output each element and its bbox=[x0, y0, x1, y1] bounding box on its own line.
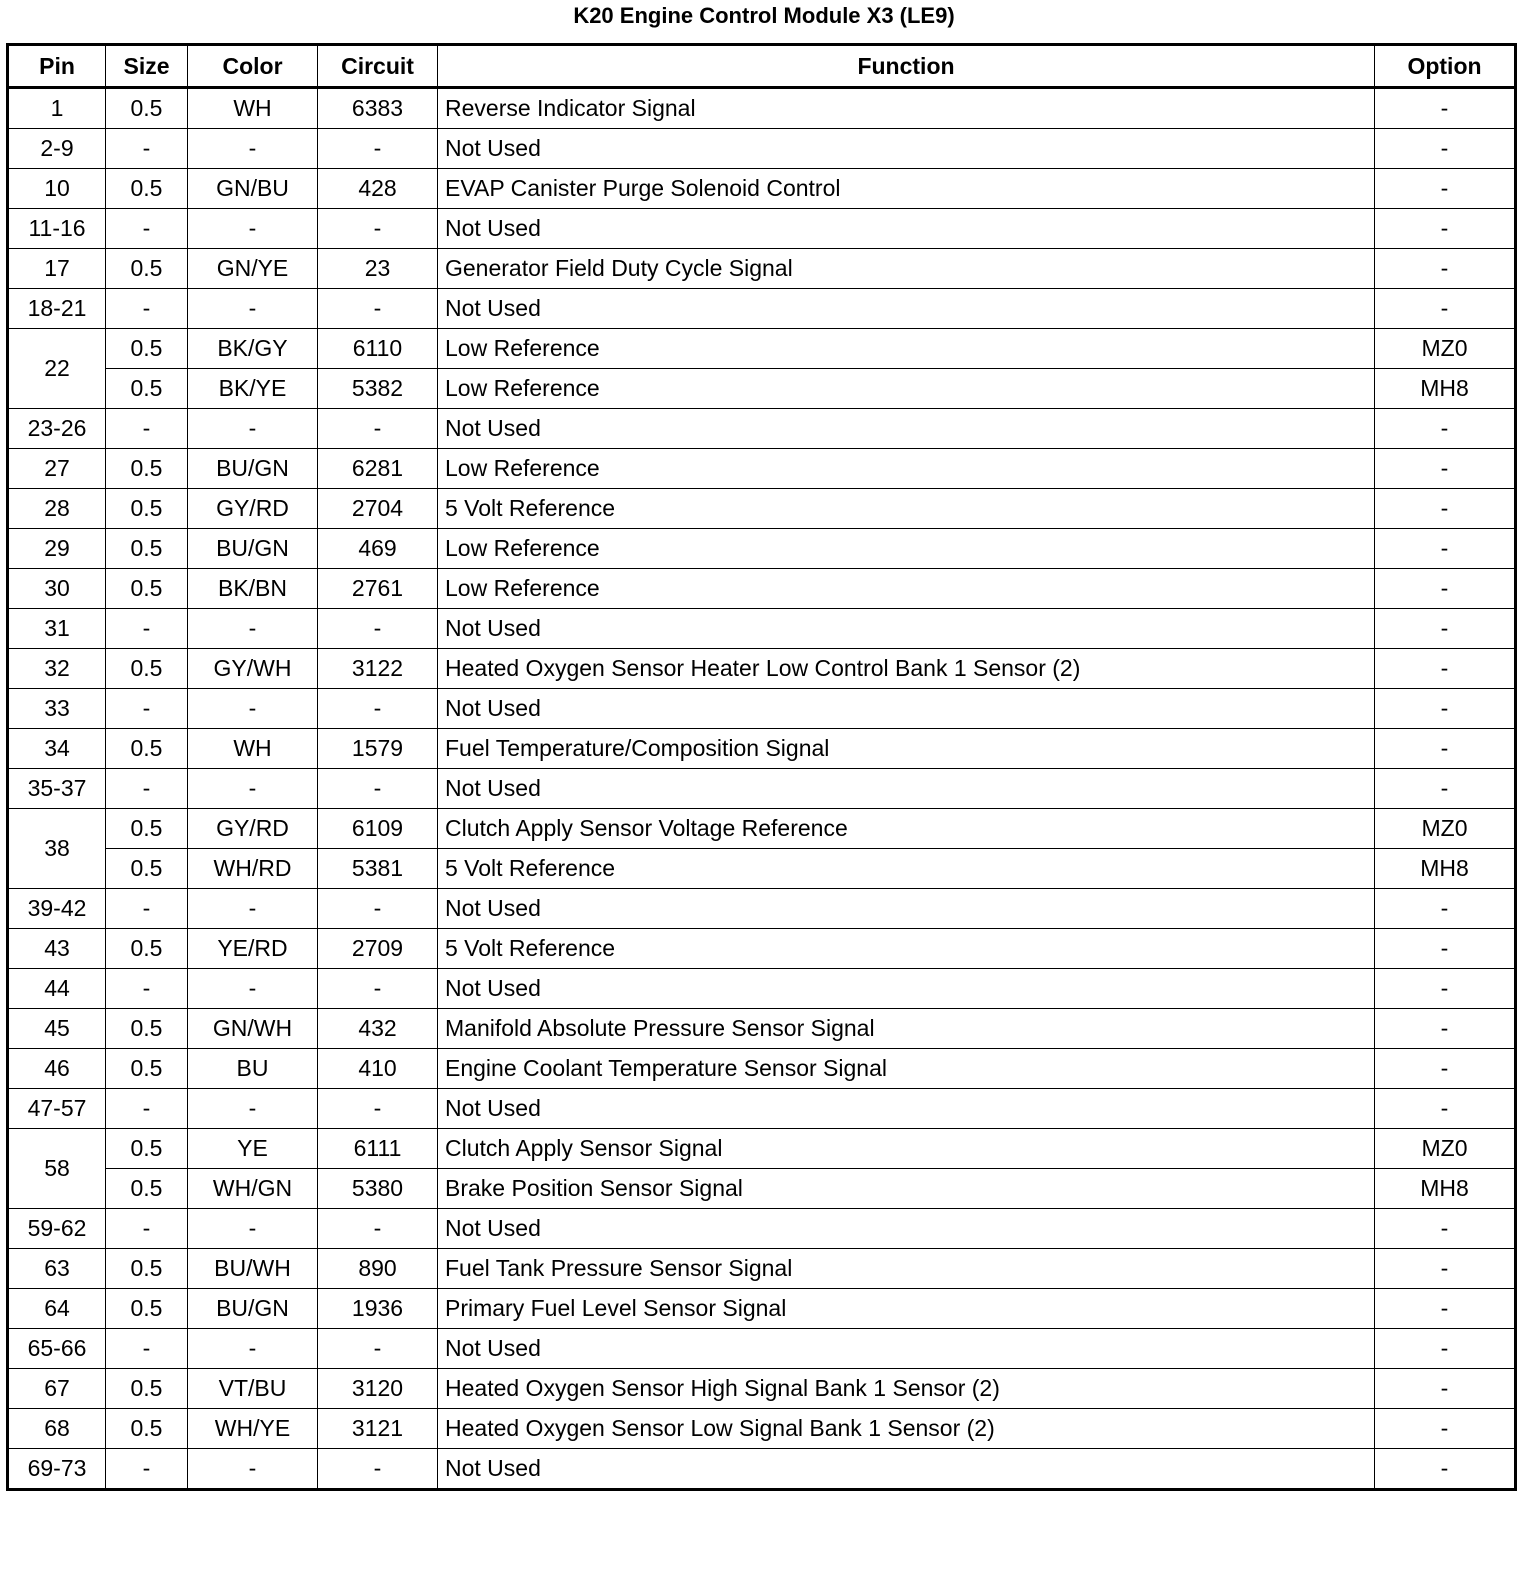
cell-color: WH/YE bbox=[188, 1409, 318, 1449]
cell-size: 0.5 bbox=[106, 489, 188, 529]
cell-circuit: 2704 bbox=[318, 489, 438, 529]
cell-size: - bbox=[106, 1329, 188, 1369]
cell-pin: 28 bbox=[8, 489, 106, 529]
cell-color: - bbox=[188, 1089, 318, 1129]
cell-color: BU/WH bbox=[188, 1249, 318, 1289]
cell-option: MH8 bbox=[1375, 369, 1516, 409]
table-row bbox=[8, 249, 1516, 289]
cell-option: MZ0 bbox=[1375, 1129, 1516, 1169]
cell-size: 0.5 bbox=[106, 1289, 188, 1329]
cell-option: - bbox=[1375, 1249, 1516, 1289]
cell-option: - bbox=[1375, 1329, 1516, 1369]
cell-size: 0.5 bbox=[106, 449, 188, 489]
cell-pin: 67 bbox=[8, 1369, 106, 1409]
table-row bbox=[8, 1209, 1516, 1249]
cell-pin: 23-26 bbox=[8, 409, 106, 449]
cell-size: 0.5 bbox=[106, 169, 188, 209]
cell-option: - bbox=[1375, 969, 1516, 1009]
cell-circuit: 890 bbox=[318, 1249, 438, 1289]
cell-size: - bbox=[106, 609, 188, 649]
cell-circuit: - bbox=[318, 689, 438, 729]
cell-color: YE bbox=[188, 1129, 318, 1169]
cell-size: - bbox=[106, 689, 188, 729]
page-title: K20 Engine Control Module X3 (LE9) bbox=[573, 3, 955, 28]
cell-size: 0.5 bbox=[106, 809, 188, 849]
cell-circuit: - bbox=[318, 1209, 438, 1249]
cell-option: - bbox=[1375, 209, 1516, 249]
cell-function: Low Reference bbox=[438, 329, 1375, 369]
cell-option: - bbox=[1375, 1289, 1516, 1329]
cell-function: Not Used bbox=[438, 689, 1375, 729]
cell-size: 0.5 bbox=[106, 329, 188, 369]
cell-size: 0.5 bbox=[106, 369, 188, 409]
cell-option: MZ0 bbox=[1375, 809, 1516, 849]
table-row bbox=[8, 1169, 1516, 1209]
cell-pin: 63 bbox=[8, 1249, 106, 1289]
cell-function: Not Used bbox=[438, 409, 1375, 449]
cell-color: - bbox=[188, 209, 318, 249]
cell-color: YE/RD bbox=[188, 929, 318, 969]
cell-option: - bbox=[1375, 689, 1516, 729]
cell-option: - bbox=[1375, 489, 1516, 529]
cell-circuit: 3121 bbox=[318, 1409, 438, 1449]
pinout-table bbox=[6, 43, 1517, 1491]
cell-function: Generator Field Duty Cycle Signal bbox=[438, 249, 1375, 289]
cell-size: 0.5 bbox=[106, 929, 188, 969]
cell-option: MZ0 bbox=[1375, 329, 1516, 369]
table-row bbox=[8, 369, 1516, 409]
cell-function: Not Used bbox=[438, 289, 1375, 329]
cell-function: Not Used bbox=[438, 609, 1375, 649]
cell-color: BU/GN bbox=[188, 449, 318, 489]
cell-color: GN/YE bbox=[188, 249, 318, 289]
cell-size: - bbox=[106, 1089, 188, 1129]
table-row bbox=[8, 929, 1516, 969]
cell-option: - bbox=[1375, 129, 1516, 169]
cell-circuit: 6281 bbox=[318, 449, 438, 489]
cell-option: - bbox=[1375, 289, 1516, 329]
cell-pin: 47-57 bbox=[8, 1089, 106, 1129]
cell-option: - bbox=[1375, 769, 1516, 809]
cell-pin: 45 bbox=[8, 1009, 106, 1049]
cell-circuit: 6111 bbox=[318, 1129, 438, 1169]
cell-size: 0.5 bbox=[106, 1129, 188, 1169]
cell-function: Not Used bbox=[438, 769, 1375, 809]
cell-option: - bbox=[1375, 88, 1516, 129]
table-row bbox=[8, 1249, 1516, 1289]
cell-size: - bbox=[106, 289, 188, 329]
cell-option: - bbox=[1375, 169, 1516, 209]
cell-pin: 68 bbox=[8, 1409, 106, 1449]
cell-size: - bbox=[106, 889, 188, 929]
cell-pin: 31 bbox=[8, 609, 106, 649]
cell-function: Heated Oxygen Sensor High Signal Bank 1 Sensor (2) bbox=[438, 1369, 1375, 1409]
cell-function: EVAP Canister Purge Solenoid Control bbox=[438, 169, 1375, 209]
cell-size: 0.5 bbox=[106, 249, 188, 289]
table-body bbox=[8, 88, 1516, 1490]
cell-function: Low Reference bbox=[438, 449, 1375, 489]
cell-function: Not Used bbox=[438, 969, 1375, 1009]
cell-function: Low Reference bbox=[438, 529, 1375, 569]
cell-pin: 30 bbox=[8, 569, 106, 609]
cell-color: BK/YE bbox=[188, 369, 318, 409]
cell-function: 5 Volt Reference bbox=[438, 489, 1375, 529]
cell-color: GY/RD bbox=[188, 809, 318, 849]
cell-option: - bbox=[1375, 889, 1516, 929]
cell-function: 5 Volt Reference bbox=[438, 849, 1375, 889]
column-header-option: Option bbox=[1375, 45, 1516, 88]
table-row bbox=[8, 289, 1516, 329]
cell-color: BU/GN bbox=[188, 529, 318, 569]
cell-option: - bbox=[1375, 449, 1516, 489]
table-row bbox=[8, 609, 1516, 649]
cell-function: Not Used bbox=[438, 129, 1375, 169]
cell-pin: 59-62 bbox=[8, 1209, 106, 1249]
cell-size: 0.5 bbox=[106, 1249, 188, 1289]
table-row bbox=[8, 209, 1516, 249]
cell-function: Heated Oxygen Sensor Low Signal Bank 1 Sensor (2) bbox=[438, 1409, 1375, 1449]
cell-circuit: 2709 bbox=[318, 929, 438, 969]
table-header-row bbox=[8, 45, 1516, 88]
cell-pin: 34 bbox=[8, 729, 106, 769]
table-row bbox=[8, 569, 1516, 609]
cell-pin: 43 bbox=[8, 929, 106, 969]
cell-pin: 11-16 bbox=[8, 209, 106, 249]
cell-size: 0.5 bbox=[106, 1369, 188, 1409]
cell-function: Not Used bbox=[438, 1209, 1375, 1249]
cell-pin: 35-37 bbox=[8, 769, 106, 809]
cell-function: Reverse Indicator Signal bbox=[438, 88, 1375, 129]
cell-option: - bbox=[1375, 1449, 1516, 1490]
cell-circuit: - bbox=[318, 1329, 438, 1369]
cell-option: - bbox=[1375, 649, 1516, 689]
cell-color: GY/WH bbox=[188, 649, 318, 689]
table-row bbox=[8, 169, 1516, 209]
cell-size: 0.5 bbox=[106, 569, 188, 609]
cell-circuit: 3120 bbox=[318, 1369, 438, 1409]
cell-pin: 69-73 bbox=[8, 1449, 106, 1490]
cell-circuit: 6110 bbox=[318, 329, 438, 369]
cell-circuit: - bbox=[318, 1089, 438, 1129]
table-row bbox=[8, 689, 1516, 729]
cell-size: 0.5 bbox=[106, 649, 188, 689]
cell-circuit: 469 bbox=[318, 529, 438, 569]
cell-circuit: - bbox=[318, 209, 438, 249]
cell-pin: 64 bbox=[8, 1289, 106, 1329]
cell-color: WH bbox=[188, 729, 318, 769]
cell-color: BK/BN bbox=[188, 569, 318, 609]
table-row bbox=[8, 529, 1516, 569]
table-row bbox=[8, 409, 1516, 449]
cell-option: - bbox=[1375, 929, 1516, 969]
column-header-pin: Pin bbox=[8, 45, 106, 88]
cell-function: Clutch Apply Sensor Signal bbox=[438, 1129, 1375, 1169]
cell-size: - bbox=[106, 209, 188, 249]
cell-option: - bbox=[1375, 569, 1516, 609]
cell-circuit: - bbox=[318, 889, 438, 929]
cell-circuit: - bbox=[318, 1449, 438, 1490]
cell-pin: 44 bbox=[8, 969, 106, 1009]
table-row bbox=[8, 1009, 1516, 1049]
cell-color: - bbox=[188, 689, 318, 729]
cell-function: Heated Oxygen Sensor Heater Low Control Bank 1 Sensor (2) bbox=[438, 649, 1375, 689]
cell-size: - bbox=[106, 969, 188, 1009]
cell-option: - bbox=[1375, 1369, 1516, 1409]
table-row bbox=[8, 729, 1516, 769]
cell-function: Low Reference bbox=[438, 369, 1375, 409]
cell-color: - bbox=[188, 289, 318, 329]
cell-function: Not Used bbox=[438, 1449, 1375, 1490]
cell-color: BK/GY bbox=[188, 329, 318, 369]
table-row bbox=[8, 1449, 1516, 1490]
cell-function: Fuel Tank Pressure Sensor Signal bbox=[438, 1249, 1375, 1289]
cell-circuit: 428 bbox=[318, 169, 438, 209]
cell-circuit: - bbox=[318, 129, 438, 169]
cell-option: MH8 bbox=[1375, 1169, 1516, 1209]
cell-color: BU/GN bbox=[188, 1289, 318, 1329]
cell-pin: 46 bbox=[8, 1049, 106, 1089]
cell-color: VT/BU bbox=[188, 1369, 318, 1409]
cell-size: 0.5 bbox=[106, 529, 188, 569]
cell-option: - bbox=[1375, 529, 1516, 569]
table-row bbox=[8, 329, 1516, 369]
cell-pin: 39-42 bbox=[8, 889, 106, 929]
cell-pin: 22 bbox=[8, 329, 106, 409]
cell-function: Primary Fuel Level Sensor Signal bbox=[438, 1289, 1375, 1329]
cell-color: - bbox=[188, 1449, 318, 1490]
cell-color: BU bbox=[188, 1049, 318, 1089]
table-row bbox=[8, 769, 1516, 809]
cell-circuit: - bbox=[318, 769, 438, 809]
cell-function: Brake Position Sensor Signal bbox=[438, 1169, 1375, 1209]
cell-color: GY/RD bbox=[188, 489, 318, 529]
cell-pin: 18-21 bbox=[8, 289, 106, 329]
cell-color: - bbox=[188, 769, 318, 809]
cell-option: - bbox=[1375, 249, 1516, 289]
column-header-circuit: Circuit bbox=[318, 45, 438, 88]
table-row bbox=[8, 649, 1516, 689]
cell-circuit: 1579 bbox=[318, 729, 438, 769]
cell-function: Not Used bbox=[438, 209, 1375, 249]
cell-option: - bbox=[1375, 1209, 1516, 1249]
cell-option: MH8 bbox=[1375, 849, 1516, 889]
cell-circuit: 432 bbox=[318, 1009, 438, 1049]
cell-circuit: 5382 bbox=[318, 369, 438, 409]
cell-color: - bbox=[188, 609, 318, 649]
cell-circuit: - bbox=[318, 289, 438, 329]
table-row bbox=[8, 88, 1516, 129]
cell-pin: 29 bbox=[8, 529, 106, 569]
cell-pin: 10 bbox=[8, 169, 106, 209]
cell-pin: 1 bbox=[8, 88, 106, 129]
table-row bbox=[8, 849, 1516, 889]
cell-option: - bbox=[1375, 1089, 1516, 1129]
cell-color: - bbox=[188, 129, 318, 169]
cell-size: 0.5 bbox=[106, 1049, 188, 1089]
cell-option: - bbox=[1375, 609, 1516, 649]
cell-circuit: 2761 bbox=[318, 569, 438, 609]
cell-pin: 27 bbox=[8, 449, 106, 489]
cell-option: - bbox=[1375, 1409, 1516, 1449]
table-row bbox=[8, 489, 1516, 529]
cell-pin: 17 bbox=[8, 249, 106, 289]
cell-function: Manifold Absolute Pressure Sensor Signal bbox=[438, 1009, 1375, 1049]
cell-color: - bbox=[188, 1209, 318, 1249]
cell-circuit: - bbox=[318, 609, 438, 649]
table-row bbox=[8, 449, 1516, 489]
cell-color: WH/RD bbox=[188, 849, 318, 889]
cell-pin: 33 bbox=[8, 689, 106, 729]
table-row bbox=[8, 889, 1516, 929]
cell-size: - bbox=[106, 1209, 188, 1249]
cell-option: - bbox=[1375, 1049, 1516, 1089]
table-row bbox=[8, 1329, 1516, 1369]
cell-function: Engine Coolant Temperature Sensor Signal bbox=[438, 1049, 1375, 1089]
cell-color: - bbox=[188, 1329, 318, 1369]
table-row bbox=[8, 1089, 1516, 1129]
cell-size: 0.5 bbox=[106, 1409, 188, 1449]
column-header-function: Function bbox=[438, 45, 1375, 88]
cell-size: 0.5 bbox=[106, 1169, 188, 1209]
cell-color: WH/GN bbox=[188, 1169, 318, 1209]
cell-pin: 2-9 bbox=[8, 129, 106, 169]
cell-color: - bbox=[188, 409, 318, 449]
cell-function: 5 Volt Reference bbox=[438, 929, 1375, 969]
cell-circuit: - bbox=[318, 969, 438, 1009]
cell-option: - bbox=[1375, 1009, 1516, 1049]
cell-color: - bbox=[188, 969, 318, 1009]
cell-circuit: 5381 bbox=[318, 849, 438, 889]
column-header-color: Color bbox=[188, 45, 318, 88]
table-row bbox=[8, 1049, 1516, 1089]
cell-size: 0.5 bbox=[106, 1009, 188, 1049]
cell-color: GN/WH bbox=[188, 1009, 318, 1049]
cell-function: Not Used bbox=[438, 1329, 1375, 1369]
cell-size: - bbox=[106, 1449, 188, 1490]
table-row bbox=[8, 129, 1516, 169]
cell-pin: 65-66 bbox=[8, 1329, 106, 1369]
cell-function: Not Used bbox=[438, 889, 1375, 929]
table-row bbox=[8, 1409, 1516, 1449]
cell-pin: 58 bbox=[8, 1129, 106, 1209]
cell-size: - bbox=[106, 769, 188, 809]
cell-circuit: 410 bbox=[318, 1049, 438, 1089]
cell-size: - bbox=[106, 129, 188, 169]
cell-function: Low Reference bbox=[438, 569, 1375, 609]
column-header-size: Size bbox=[106, 45, 188, 88]
cell-size: - bbox=[106, 409, 188, 449]
cell-circuit: 6109 bbox=[318, 809, 438, 849]
cell-size: 0.5 bbox=[106, 88, 188, 129]
cell-circuit: 5380 bbox=[318, 1169, 438, 1209]
cell-function: Fuel Temperature/Composition Signal bbox=[438, 729, 1375, 769]
cell-circuit: 3122 bbox=[318, 649, 438, 689]
cell-function: Not Used bbox=[438, 1089, 1375, 1129]
cell-circuit: - bbox=[318, 409, 438, 449]
cell-circuit: 23 bbox=[318, 249, 438, 289]
table-row bbox=[8, 969, 1516, 1009]
table-row bbox=[8, 809, 1516, 849]
cell-pin: 32 bbox=[8, 649, 106, 689]
cell-option: - bbox=[1375, 409, 1516, 449]
table-row bbox=[8, 1369, 1516, 1409]
cell-circuit: 1936 bbox=[318, 1289, 438, 1329]
cell-size: 0.5 bbox=[106, 849, 188, 889]
cell-size: 0.5 bbox=[106, 729, 188, 769]
cell-function: Clutch Apply Sensor Voltage Reference bbox=[438, 809, 1375, 849]
cell-circuit: 6383 bbox=[318, 88, 438, 129]
table-row bbox=[8, 1289, 1516, 1329]
cell-option: - bbox=[1375, 729, 1516, 769]
table-row bbox=[8, 1129, 1516, 1169]
cell-color: - bbox=[188, 889, 318, 929]
cell-color: GN/BU bbox=[188, 169, 318, 209]
cell-color: WH bbox=[188, 88, 318, 129]
cell-pin: 38 bbox=[8, 809, 106, 889]
